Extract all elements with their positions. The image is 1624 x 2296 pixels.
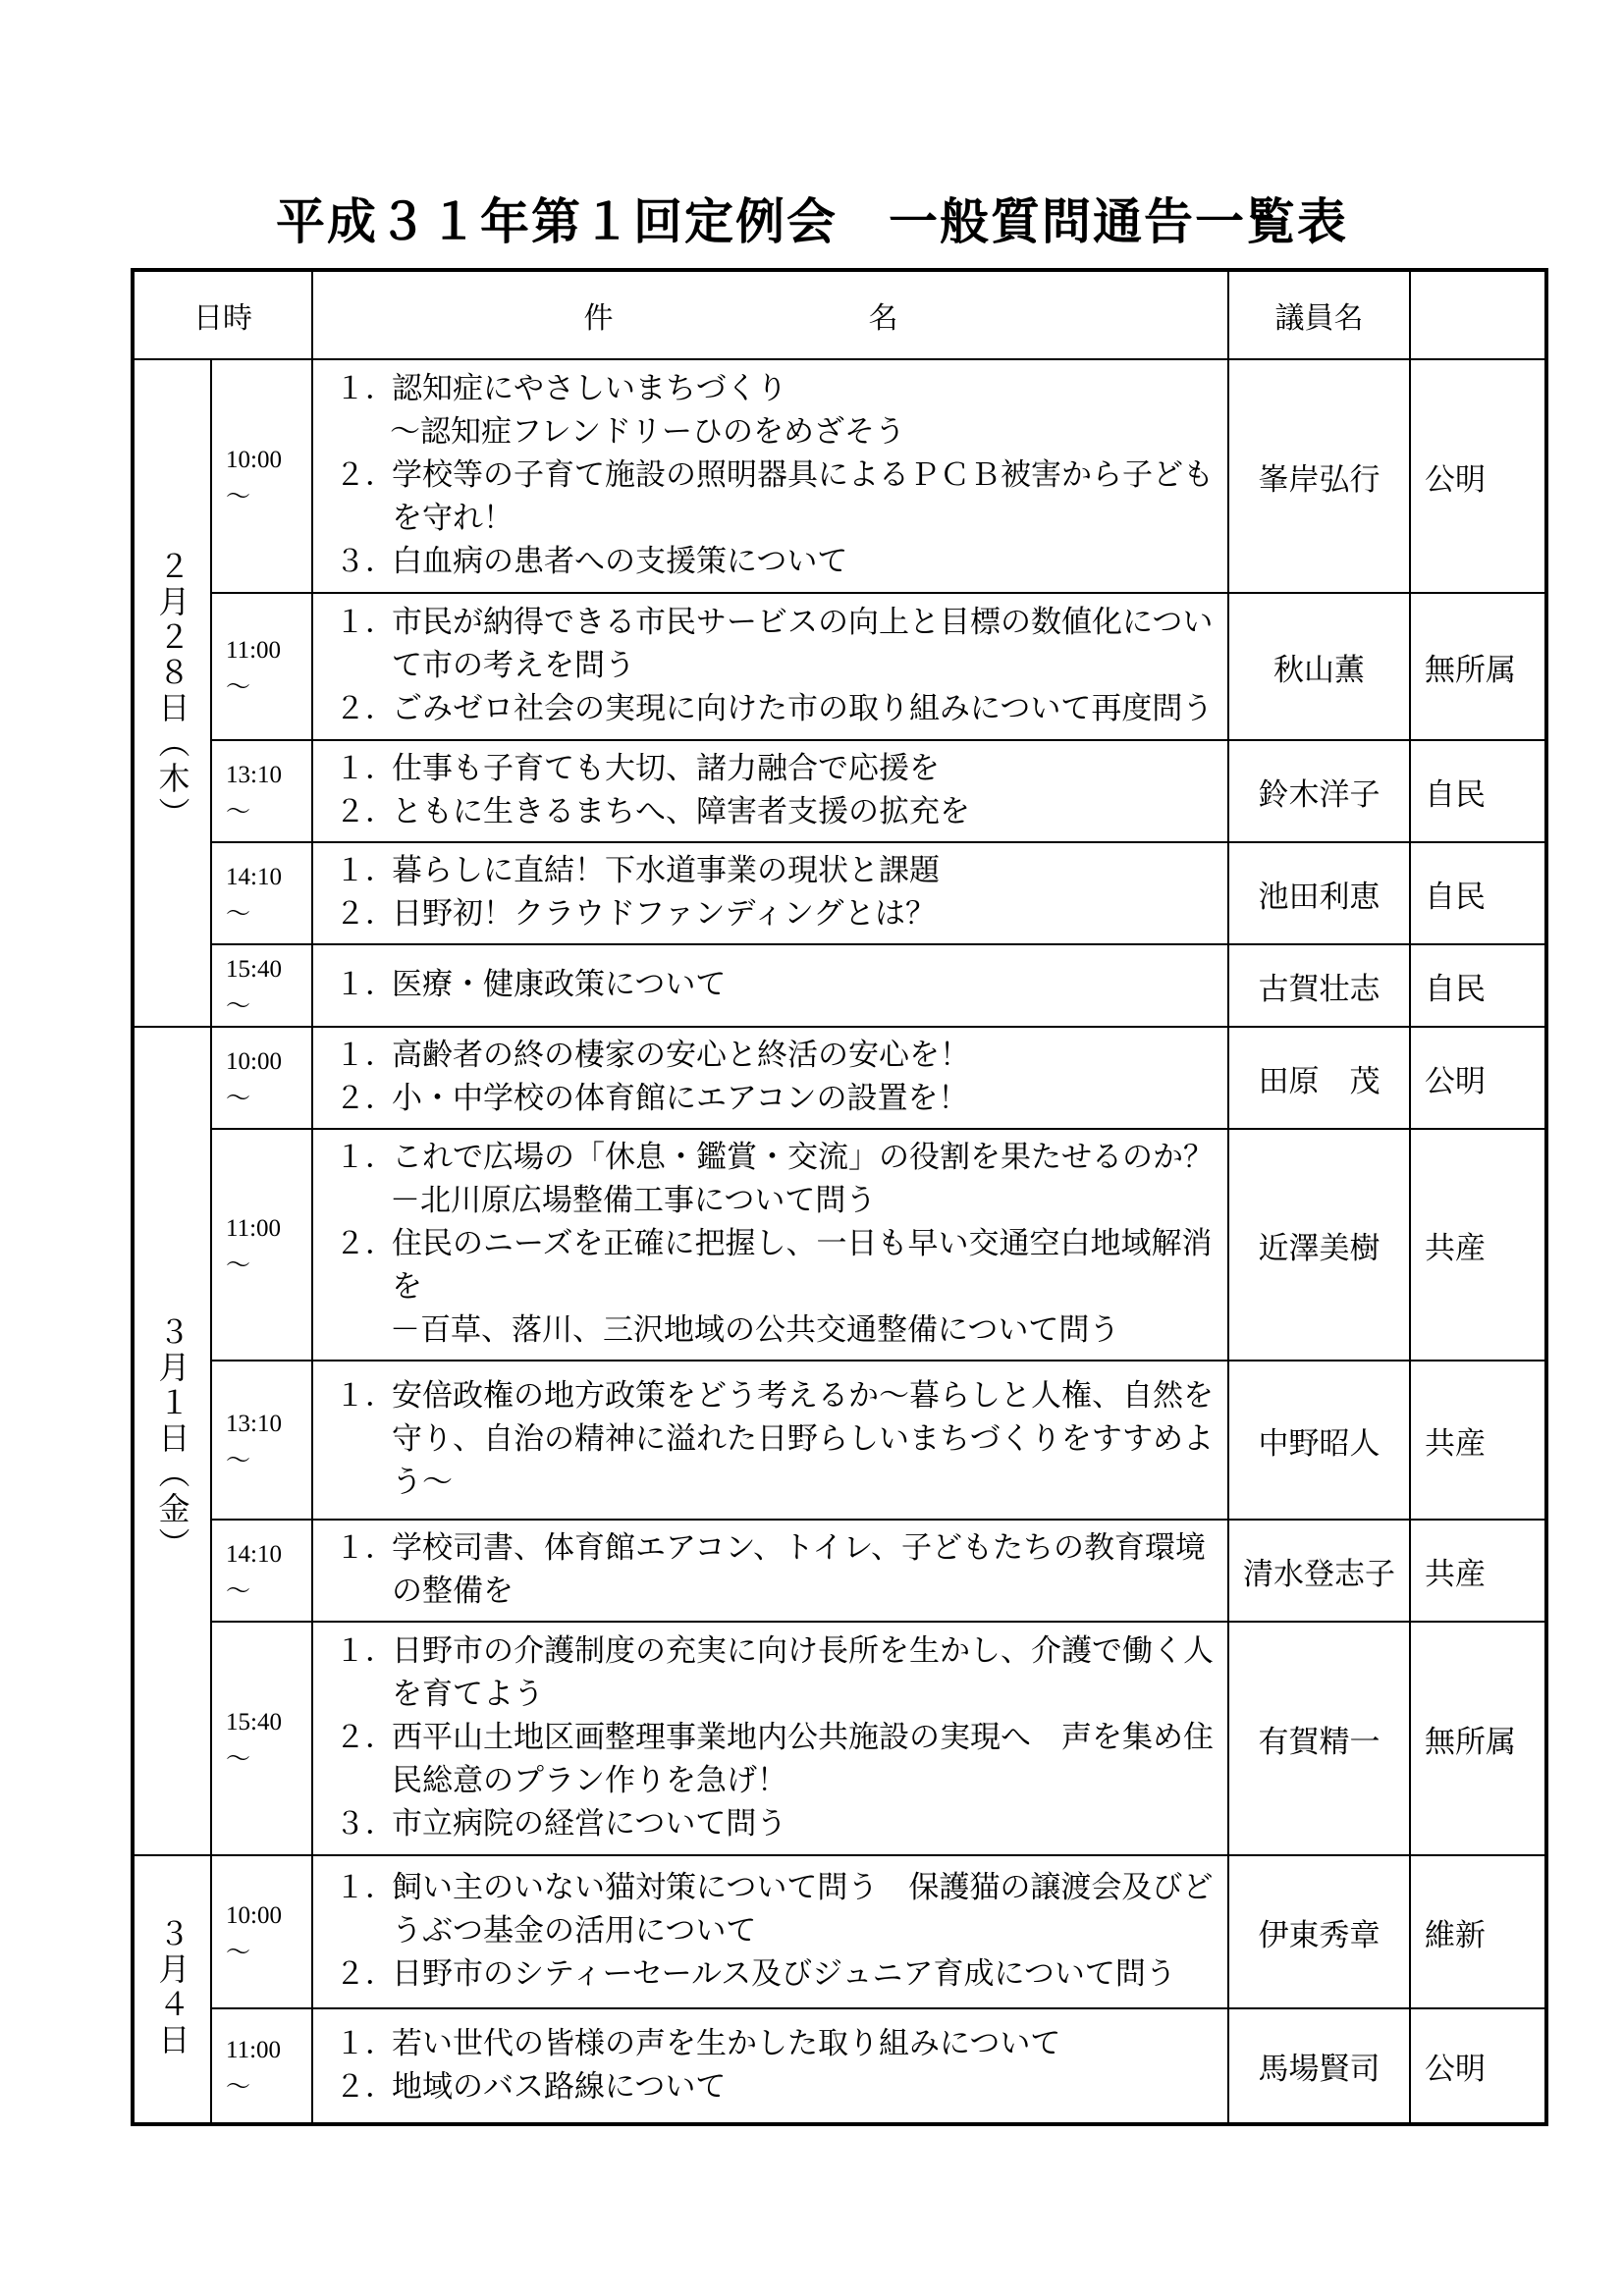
member-name: 峯岸弘行 xyxy=(1228,359,1410,593)
party-name: 無所属 xyxy=(1410,593,1546,740)
session-time-tilde: ～ xyxy=(226,1086,251,1112)
question-text: 日野市のシティーセールス及びジュニア育成について問う xyxy=(392,1956,1176,1992)
party-name: 維新 xyxy=(1410,1855,1546,2008)
session-time: 13:10 xyxy=(226,762,282,788)
session-row xyxy=(133,944,1546,1027)
question-text: 西平山土地区画整理事業地内公共施設の実現へ 声を集め住民総意のプラン作りを急げ！ xyxy=(392,1720,1214,1798)
page-title: 平成３１年第１回定例会 一般質問通告一覧表 xyxy=(276,193,1348,250)
question-item xyxy=(335,601,1221,687)
question-item xyxy=(335,963,1221,1006)
question-text: 日野初！クラウドファンディングとは？ xyxy=(392,896,936,932)
question-item xyxy=(335,1374,1221,1504)
session-time-cell xyxy=(211,1027,312,1129)
member-name: 近澤美樹 xyxy=(1228,1129,1410,1361)
question-number: ３． xyxy=(335,544,396,579)
header-subject: 件名 xyxy=(312,270,1228,359)
question-item xyxy=(335,1952,1221,1996)
question-number: １． xyxy=(335,2025,396,2061)
question-subjects xyxy=(312,842,1228,944)
member-name: 清水登志子 xyxy=(1228,1520,1410,1622)
session-time-cell xyxy=(211,842,312,944)
session-time: 14:10 xyxy=(226,1541,282,1568)
question-number: １． xyxy=(335,853,396,888)
member-name: 有賀精一 xyxy=(1228,1622,1410,1855)
session-time: 13:10 xyxy=(226,1411,282,1437)
question-number: ３． xyxy=(335,1806,396,1842)
party-name: 公明 xyxy=(1410,2008,1546,2124)
member-name: 馬場賢司 xyxy=(1228,2008,1410,2124)
session-time: 11:00 xyxy=(226,1215,282,1242)
question-text: 市立病院の経営について問う xyxy=(392,1806,787,1842)
session-time-cell xyxy=(211,1622,312,1855)
session-time: 10:00 xyxy=(226,1902,282,1929)
party-name: 共産 xyxy=(1410,1129,1546,1361)
question-subjects xyxy=(312,359,1228,593)
question-item xyxy=(335,849,1221,892)
question-item xyxy=(335,2022,1221,2065)
session-time-cell xyxy=(211,1855,312,2008)
question-number: ２． xyxy=(335,1226,396,1261)
session-row xyxy=(133,1622,1546,1855)
question-text: 若い世代の皆様の声を生かした取り組みについて xyxy=(392,2025,1061,2061)
question-number: １． xyxy=(335,371,396,406)
session-date xyxy=(133,1855,211,2124)
question-item xyxy=(335,1716,1221,1802)
question-subjects xyxy=(312,593,1228,740)
question-number: ２． xyxy=(335,2068,396,2105)
session-date-label: ２月２８日（木） xyxy=(153,550,191,832)
session-time-tilde: ～ xyxy=(226,1746,251,1773)
question-number: １． xyxy=(335,1870,396,1905)
question-item xyxy=(335,1526,1221,1613)
session-date xyxy=(133,359,211,1027)
question-item xyxy=(335,1866,1221,1952)
question-text: これで広場の「休息・鑑賞・交流」の役割を果たせるのか？ xyxy=(392,1140,1214,1175)
schedule-body xyxy=(133,270,1546,2124)
session-date xyxy=(133,1027,211,1855)
party-name: 自民 xyxy=(1410,944,1546,1027)
session-row xyxy=(133,593,1546,740)
question-item xyxy=(335,367,1221,410)
session-time-cell xyxy=(211,1361,312,1520)
session-date-label: ３月４日 xyxy=(153,1916,191,2058)
question-number: ２． xyxy=(335,794,396,829)
session-time-cell xyxy=(211,1520,312,1622)
question-subtitle: －北川原広場整備工事について問う xyxy=(390,1183,877,1218)
question-text: 暮らしに直結！下水道事業の現状と課題 xyxy=(392,853,940,888)
session-time-cell xyxy=(211,1129,312,1361)
session-time: 15:40 xyxy=(226,1709,282,1735)
header-party xyxy=(1410,270,1546,359)
session-row xyxy=(133,2008,1546,2124)
question-subjects xyxy=(312,1361,1228,1520)
question-item xyxy=(335,790,1221,833)
question-text: 白血病の患者への支援策について xyxy=(392,544,848,579)
question-text: 住民のニーズを正確に把握し、一日も早い交通空白地域解消を xyxy=(392,1226,1213,1305)
member-name: 伊東秀章 xyxy=(1228,1855,1410,2008)
session-row xyxy=(133,740,1546,842)
question-item xyxy=(335,540,1221,583)
session-row xyxy=(133,1361,1546,1520)
session-time: 14:10 xyxy=(226,864,282,890)
session-row xyxy=(133,1027,1546,1129)
session-row xyxy=(133,1129,1546,1361)
member-name: 田原 茂 xyxy=(1228,1027,1410,1129)
session-time-tilde: ～ xyxy=(226,1253,251,1279)
party-name: 共産 xyxy=(1410,1361,1546,1520)
question-number: １． xyxy=(335,605,396,640)
session-time-tilde: ～ xyxy=(226,1940,251,1966)
question-text: 市民が納得できる市民サービスの向上と目標の数値化について市の考えを問う xyxy=(392,605,1214,683)
question-subtitle: ～認知症フレンドリーひのをめざそう xyxy=(390,414,905,450)
question-item xyxy=(335,1629,1221,1716)
question-number: ２． xyxy=(335,1956,396,1992)
question-number: １． xyxy=(335,1140,396,1175)
question-item xyxy=(335,1802,1221,1845)
session-time-tilde: ～ xyxy=(226,2073,251,2101)
session-time-tilde: ～ xyxy=(226,799,251,826)
question-item xyxy=(335,687,1221,730)
question-text: ごみゼロ社会の実現に向けた市の取り組みについて再度問う xyxy=(392,691,1214,726)
question-item xyxy=(335,1136,1221,1179)
party-name: 共産 xyxy=(1410,1520,1546,1622)
session-time-cell xyxy=(211,593,312,740)
question-number: １． xyxy=(335,1633,396,1669)
question-number: ２． xyxy=(335,457,396,493)
question-text: 医療・健康政策について xyxy=(392,967,727,1002)
session-time: 10:00 xyxy=(226,447,282,473)
question-item xyxy=(335,2065,1221,2109)
member-name: 古賀壮志 xyxy=(1228,944,1410,1027)
question-number: １． xyxy=(335,967,396,1002)
question-text: ともに生きるまちへ、障害者支援の拡充を xyxy=(392,794,970,829)
session-time-tilde: ～ xyxy=(226,993,251,1020)
header-row xyxy=(133,270,1546,359)
question-item xyxy=(335,454,1221,540)
session-time-cell xyxy=(211,2008,312,2124)
header-member: 議員名 xyxy=(1228,270,1410,359)
question-number: １． xyxy=(335,1530,396,1566)
question-text: 小・中学校の体育館にエアコンの設置を！ xyxy=(392,1081,969,1116)
question-subjects xyxy=(312,1520,1228,1622)
session-row xyxy=(133,359,1546,593)
question-subjects xyxy=(312,1129,1228,1361)
question-subtitle: －百草、落川、三沢地域の公共交通整備について問う xyxy=(390,1312,1120,1348)
session-time-tilde: ～ xyxy=(226,901,251,928)
question-subjects xyxy=(312,944,1228,1027)
question-number: １． xyxy=(335,1378,396,1414)
question-item xyxy=(335,1077,1221,1120)
session-time-cell xyxy=(211,944,312,1027)
session-time-cell xyxy=(211,359,312,593)
session-time-tilde: ～ xyxy=(226,674,251,701)
question-item xyxy=(335,1222,1221,1308)
header-datetime: 日時 xyxy=(133,270,312,359)
question-text: 日野市の介護制度の充実に向け長所を生かし、介護で働く人を育てよう xyxy=(392,1633,1214,1712)
session-time-tilde: ～ xyxy=(226,484,251,510)
question-text: 安倍政権の地方政策をどう考えるか～暮らしと人権、自然を守り、自治の精神に溢れた日野らしいまちづくりをすすめよう～ xyxy=(392,1378,1214,1500)
question-number: １． xyxy=(335,1038,396,1073)
question-text: 学校等の子育て施設の照明器具によるＰＣＢ被害から子どもを守れ！ xyxy=(392,457,1214,536)
question-subjects xyxy=(312,2008,1228,2124)
party-name: 自民 xyxy=(1410,842,1546,944)
party-name: 無所属 xyxy=(1410,1622,1546,1855)
question-number: ２． xyxy=(335,1081,396,1116)
question-text: 仕事も子育ても大切、諸力融合で応援を xyxy=(392,751,940,786)
session-date-label: ３月１日（金） xyxy=(153,1315,191,1563)
question-text: 地域のバス路線について xyxy=(392,2068,727,2105)
member-name: 鈴木洋子 xyxy=(1228,740,1410,842)
question-text: 学校司書、体育館エアコン、トイレ、子どもたちの教育環境の整備を xyxy=(392,1530,1206,1609)
question-text: 認知症にやさしいまちづくり xyxy=(392,371,787,406)
question-subjects xyxy=(312,740,1228,842)
session-time: 11:00 xyxy=(226,637,282,664)
question-text: 高齢者の終の棲家の安心と終活の安心を！ xyxy=(392,1038,970,1073)
question-number: ２． xyxy=(335,691,396,726)
question-subjects xyxy=(312,1855,1228,2008)
session-time: 10:00 xyxy=(226,1048,282,1075)
member-name: 秋山薫 xyxy=(1228,593,1410,740)
session-time-tilde: ～ xyxy=(226,1448,251,1474)
session-time-tilde: ～ xyxy=(226,1578,251,1605)
question-number: １． xyxy=(335,751,396,786)
member-name: 中野昭人 xyxy=(1228,1361,1410,1520)
session-time: 11:00 xyxy=(226,2036,282,2063)
party-name: 自民 xyxy=(1410,740,1546,842)
session-time-cell xyxy=(211,740,312,842)
session-row xyxy=(133,842,1546,944)
party-name: 公明 xyxy=(1410,1027,1546,1129)
member-name: 池田利恵 xyxy=(1228,842,1410,944)
session-row xyxy=(133,1855,1546,2008)
question-item xyxy=(335,1034,1221,1077)
question-item xyxy=(335,747,1221,790)
question-number: ２． xyxy=(335,1720,396,1755)
party-name: 公明 xyxy=(1410,359,1546,593)
session-time: 15:40 xyxy=(226,956,282,983)
session-row xyxy=(133,1520,1546,1622)
question-text: 飼い主のいない猫対策について問う 保護猫の譲渡会及びどうぶつ基金の活用について xyxy=(392,1870,1214,1949)
question-schedule-table xyxy=(131,268,1548,2126)
question-item xyxy=(335,892,1221,935)
question-subjects xyxy=(312,1622,1228,1855)
question-subjects xyxy=(312,1027,1228,1129)
question-number: ２． xyxy=(335,896,396,932)
